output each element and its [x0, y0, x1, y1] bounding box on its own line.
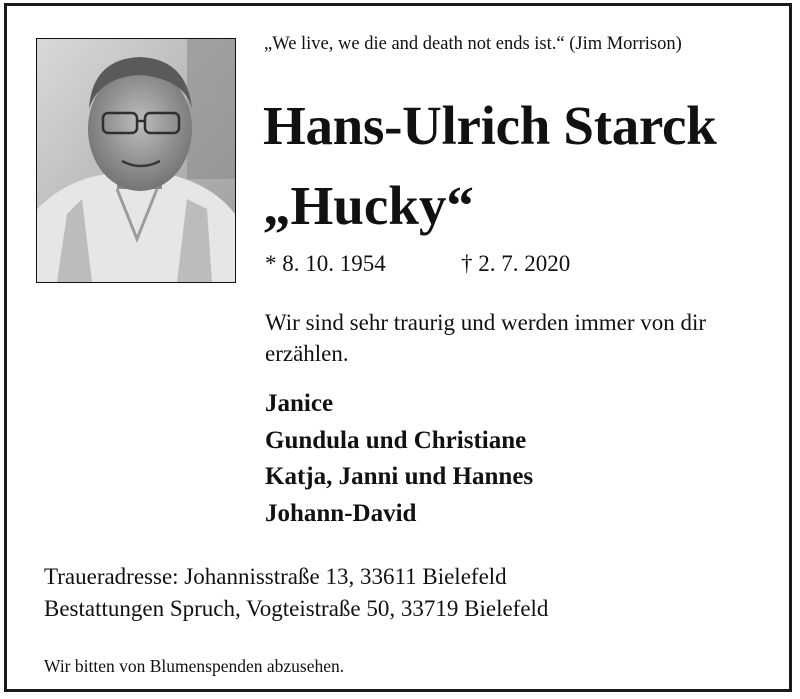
- mourning-address: Traueradresse: Johannisstraße 13, 33611 Bielefeld: [44, 564, 507, 589]
- mourner-name: Johann-David: [265, 499, 417, 527]
- flower-donation-note: Wir bitten von Blumenspenden abzusehen.: [44, 656, 345, 676]
- portrait-photo: [36, 38, 236, 283]
- mourner-name: Janice: [265, 390, 334, 417]
- deceased-name: Hans-Ulrich Starck: [263, 95, 717, 156]
- mourner-name: Gundula und Christiane: [265, 426, 527, 454]
- mourning-message: Wir sind sehr traurig und werden immer von dir erzählen.: [265, 310, 707, 366]
- birth-date: * 8. 10. 1954: [265, 251, 386, 276]
- funeral-home-address: Bestattungen Spruch, Vogteistraße 50, 33719 Bielefeld: [44, 596, 549, 621]
- portrait-image: [37, 39, 235, 282]
- deceased-nickname: „Hucky“: [263, 175, 474, 236]
- epigraph-quote: „We live, we die and death not ends ist.“ (Jim Morrison): [264, 34, 682, 54]
- death-date: † 2. 7. 2020: [461, 251, 571, 276]
- mourners-list: [265, 386, 533, 532]
- mourner-name: Katja, Janni und Hannes: [265, 463, 534, 490]
- obituary-frame: [4, 3, 792, 692]
